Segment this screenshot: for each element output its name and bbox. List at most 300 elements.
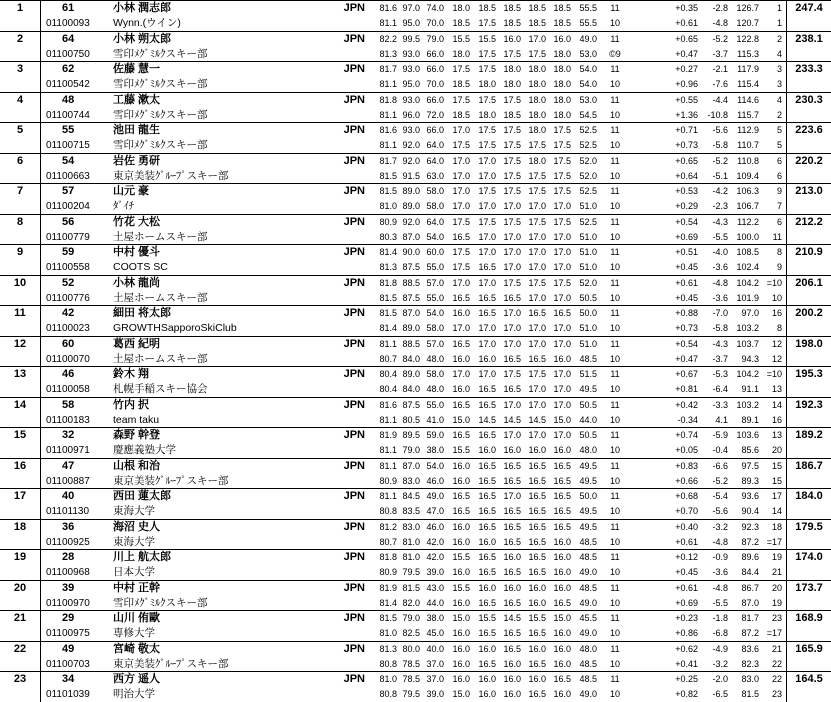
r2-round-points: 102.4 [736,262,759,272]
r1-speed: 80.9 [379,217,397,227]
bib-cell: 29 [62,612,75,624]
r2-wind: +0.29 [675,201,698,211]
r2-distance: 96.0 [402,110,420,120]
r1-round-points: 112.9 [737,125,759,135]
athlete-name: 小林 潤志郎 [113,2,172,14]
r1-j3: 17.0 [503,247,521,257]
r2-gate: 10 [609,18,620,28]
r1-j3: 16.5 [503,644,521,654]
fis-code: 01100975 [46,628,90,639]
r2-round-points: 103.2 [736,323,759,333]
r1-j3: 16.0 [503,583,521,593]
r1-wind: +0.61 [675,278,698,288]
total-points-cell: 192.3 [795,399,823,411]
r2-judge-points: 51.0 [579,232,597,242]
r1-wind: +0.53 [675,186,698,196]
table-row [0,671,831,702]
r2-distance: 83.0 [402,476,420,486]
r1-round-points: 104.2 [736,278,759,288]
r1-round-rank: =10 [766,369,782,379]
r1-j4: 17.5 [528,278,546,288]
r2-j5: 16.0 [553,689,571,699]
r1-wind: +0.25 [675,674,698,684]
r2-judge-points: 49.5 [579,476,597,486]
r2-speed: 80.7 [379,537,397,547]
r2-j2: 18.0 [478,79,496,89]
round-1-line [0,459,831,474]
r2-speed: 81.1 [379,140,397,150]
r1-round-rank: 16 [771,308,782,318]
r2-wind-points: -3.6 [712,262,728,272]
r2-j3: 18.5 [503,18,521,28]
r2-gate: 10 [609,598,620,608]
r2-dist-points: 54.0 [426,232,444,242]
table-row [0,244,831,275]
round-1-line [0,581,831,596]
r2-j1: 18.5 [452,79,470,89]
r1-j4: 16.5 [528,522,546,532]
r1-round-rank: 2 [776,34,782,44]
r2-speed: 81.0 [379,628,397,638]
r2-round-points: 100.0 [736,232,759,242]
r2-j4: 17.0 [528,384,546,394]
r1-j2: 16.0 [478,583,496,593]
r2-j5: 16.5 [553,598,571,608]
r2-dist-points: 39.0 [426,689,444,699]
r1-j4: 15.5 [528,613,546,623]
r1-round-rank: 14 [771,400,782,410]
rank-cell: 3 [16,63,24,75]
r1-gate-points [632,337,662,352]
r1-wind-points: -4.4 [712,95,728,105]
r1-judge-points: 51.5 [579,369,597,379]
athlete-name: 小林 朔太郎 [113,33,172,45]
r2-wind: +0.45 [675,293,698,303]
r1-round-points: 110.8 [737,156,759,166]
r1-wind-points: -0.9 [712,552,728,562]
r1-j2: 16.5 [478,308,496,318]
r1-wind: +0.54 [675,217,698,227]
r2-wind: +0.73 [675,323,698,333]
round-1-line [0,642,831,657]
r1-j4: 17.0 [528,430,546,440]
r2-dist-points: 70.0 [426,79,444,89]
total-points-cell: 168.9 [795,612,823,624]
r1-wind-points: -2.0 [712,674,728,684]
fis-code: 01100971 [46,445,90,456]
r2-judge-points: 49.0 [579,628,597,638]
table-row [0,458,831,489]
r1-round-points: 104.2 [736,369,759,379]
rank-cell: 16 [13,460,27,472]
r2-gate: 10 [609,110,620,120]
r2-j5: 18.0 [553,49,571,59]
rank-cell: 6 [16,155,24,167]
r2-j1: 15.5 [452,445,470,455]
r1-wind: +0.88 [675,308,698,318]
r1-dist-points: 60.0 [426,247,444,257]
rank-cell: 18 [13,521,27,533]
r2-gate-points [632,321,662,336]
fis-code: 01101130 [46,506,90,517]
r2-judge-points: 49.0 [579,567,597,577]
r2-j4: 17.5 [528,140,546,150]
r1-judge-points: 48.5 [579,674,597,684]
r2-wind: +0.45 [675,567,698,577]
r1-j3: 17.0 [503,339,521,349]
r2-j4: 16.5 [528,689,546,699]
nation-cell: JPN [343,612,365,624]
r1-j4: 18.0 [528,125,546,135]
r1-j1: 17.0 [452,125,470,135]
r2-dist-points: 48.0 [426,384,444,394]
r1-j2: 17.5 [478,217,496,227]
r2-gate-points [632,47,662,62]
r1-wind: +0.65 [675,34,698,44]
round-2-line [0,596,831,611]
round-2-line [0,352,831,367]
round-1-line [0,672,831,687]
r1-round-points: 83.0 [741,674,759,684]
r1-gate: 11 [610,674,620,684]
r1-j1: 16.5 [452,339,470,349]
nation-cell: JPN [343,33,365,45]
r2-wind-points: -6.8 [712,628,728,638]
r1-j5: 17.5 [553,278,571,288]
r2-j3: 18.5 [503,110,521,120]
total-points-cell: 195.3 [795,368,823,380]
r2-j1: 17.5 [452,140,470,150]
r2-j4: 16.0 [528,445,546,455]
r1-distance: 81.5 [402,583,420,593]
r2-gate-points [632,413,662,428]
nation-cell: JPN [343,2,365,14]
r2-wind-points: -3.2 [712,659,728,669]
r2-j5: 15.0 [553,415,571,425]
r1-j4: 16.0 [528,583,546,593]
r2-wind: +0.45 [675,262,698,272]
r1-round-rank: 21 [771,644,782,654]
r1-j5: 15.0 [553,613,571,623]
r1-j2: 16.0 [478,674,496,684]
r2-dist-points: 55.0 [426,262,444,272]
total-points-cell: 238.1 [795,33,823,45]
r2-dist-points: 66.0 [426,49,444,59]
r1-dist-points: 74.0 [426,3,444,13]
bib-cell: 64 [62,33,75,45]
r1-j5: 16.0 [553,552,571,562]
r2-round-rank: 14 [771,506,782,516]
rank-cell: 10 [13,277,27,289]
round-1-line [0,62,831,77]
r1-gate-points [632,581,662,596]
athlete-name: 小林 龍尚 [113,277,161,289]
r2-gate: 10 [609,293,620,303]
club-name: 雪印ﾒｸﾞﾐﾙｸスキー部 [113,109,208,121]
r2-gate-points [632,230,662,245]
r2-judge-points: 49.0 [579,598,597,608]
r1-gate: 11 [610,400,620,410]
table-row [0,336,831,367]
nation-cell: JPN [343,246,365,258]
r2-gate-points [632,108,662,123]
r2-wind: +1.36 [675,110,698,120]
r2-wind: +0.05 [675,445,698,455]
r2-wind: +0.81 [675,384,698,394]
r1-j1: 16.0 [452,308,470,318]
r1-gate-points [632,184,662,199]
r2-wind-points: -4.8 [712,537,728,547]
round-2-line [0,291,831,306]
round-2-line [0,413,831,428]
r1-dist-points: 79.0 [426,34,444,44]
r2-speed: 80.8 [379,689,397,699]
r1-judge-points: 49.0 [579,34,597,44]
r1-wind: +0.67 [675,369,698,379]
r1-judge-points: 52.0 [579,278,597,288]
r2-wind: +0.47 [675,354,698,364]
r2-judge-points: 48.5 [579,537,597,547]
r1-round-rank: 6 [776,156,782,166]
r2-speed: 80.9 [379,567,397,577]
r1-j1: 16.5 [452,491,470,501]
r2-gate: 10 [609,659,620,669]
r1-dist-points: 42.0 [426,552,444,562]
r1-j3: 17.0 [503,308,521,318]
athlete-name: 森野 幹登 [113,429,161,441]
r1-j5: 17.0 [553,369,571,379]
r1-j1: 16.5 [452,430,470,440]
r1-j5: 18.0 [553,64,571,74]
r1-round-points: 106.3 [736,186,759,196]
r1-distance: 87.0 [402,461,420,471]
r2-j5: 17.0 [553,201,571,211]
r2-j2: 17.0 [478,201,496,211]
r2-wind-points: -3.6 [712,567,728,577]
r1-round-points: 122.8 [736,34,759,44]
r1-gate-points [632,520,662,535]
bib-cell: 32 [62,429,75,441]
total-points-cell: 189.2 [795,429,823,441]
r1-round-points: 97.5 [741,461,759,471]
r1-distance: 92.0 [402,217,420,227]
r1-gate: 11 [610,491,620,501]
r1-j5: 17.5 [553,125,571,135]
r2-j1: 17.0 [452,323,470,333]
r2-j2: 16.5 [478,293,496,303]
round-2-line [0,687,831,702]
athlete-name: 西田 蓮太郎 [113,490,172,502]
r2-j2: 16.5 [478,506,496,516]
r2-j3: 18.0 [503,79,521,89]
r2-speed: 81.1 [379,79,397,89]
r2-judge-points: 48.5 [579,354,597,364]
r1-wind-points: -5.3 [712,369,728,379]
club-name: 雪印ﾒｸﾞﾐﾙｸスキー部 [113,48,208,60]
r2-distance: 91.5 [402,171,420,181]
r2-j5: 16.0 [553,567,571,577]
r2-j5: 17.0 [553,232,571,242]
r1-speed: 81.1 [379,491,397,501]
r2-gate: 10 [609,79,620,89]
table-row [0,488,831,519]
r2-wind-points: -6.5 [712,689,728,699]
r1-speed: 81.8 [379,95,397,105]
round-1-line [0,184,831,199]
nation-cell: JPN [343,399,365,411]
r1-judge-points: 50.0 [579,491,597,501]
r1-dist-points: 64.0 [426,217,444,227]
r2-wind-points: -6.4 [712,384,728,394]
nation-cell: JPN [343,673,365,685]
r1-j3: 17.0 [503,430,521,440]
r2-gate: 10 [609,140,620,150]
r2-j2: 18.0 [478,110,496,120]
r2-round-points: 94.3 [741,354,759,364]
r1-j1: 15.0 [452,613,470,623]
nation-cell: JPN [343,338,365,350]
r2-j2: 16.0 [478,537,496,547]
r1-round-points: 103.7 [736,339,759,349]
r1-distance: 83.0 [402,522,420,532]
r2-j5: 17.0 [553,384,571,394]
r2-judge-points: 54.5 [579,110,597,120]
r2-wind: -0.34 [677,415,698,425]
round-2-line [0,504,831,519]
r2-judge-points: 52.5 [579,140,597,150]
r1-dist-points: 58.0 [426,369,444,379]
r1-distance: 89.0 [402,186,420,196]
r2-gate: 10 [609,201,620,211]
fis-code: 01100093 [46,18,90,29]
r2-distance: 84.0 [402,384,420,394]
r1-distance: 93.0 [402,125,420,135]
r2-round-rank: 13 [771,384,782,394]
r1-distance: 97.0 [402,3,420,13]
r1-j4: 16.5 [528,491,546,501]
r2-speed: 80.3 [379,232,397,242]
r1-j5: 18.5 [553,3,571,13]
r2-dist-points: 48.0 [426,354,444,364]
r2-wind: +0.73 [675,140,698,150]
r2-speed: 80.7 [379,354,397,364]
r1-round-rank: 4 [776,95,782,105]
r2-j5: 17.0 [553,323,571,333]
r2-round-points: 90.4 [741,506,759,516]
r2-round-rank: 1 [776,18,782,28]
round-1-line [0,245,831,260]
round-1-line [0,367,831,382]
r2-speed: 81.1 [379,18,397,28]
r1-dist-points: 46.0 [426,522,444,532]
r2-distance: 79.5 [402,567,420,577]
club-name: 土屋ホームスキー部 [113,231,208,243]
round-1-line [0,93,831,108]
r1-judge-points: 48.0 [579,644,597,654]
r2-distance: 87.5 [402,293,420,303]
r1-judge-points: 50.5 [579,430,597,440]
rank-cell: 1 [16,2,24,14]
athlete-name: 池田 龍生 [113,124,161,136]
nation-cell: JPN [343,551,365,563]
r1-dist-points: 57.0 [426,339,444,349]
r2-dist-points: 64.0 [426,140,444,150]
r2-j1: 15.0 [452,689,470,699]
r1-j1: 17.5 [452,64,470,74]
r1-gate-points [632,245,662,260]
r2-j1: 16.5 [452,232,470,242]
r2-j2: 17.0 [478,323,496,333]
r1-j5: 16.0 [553,34,571,44]
r2-gate: 10 [609,476,620,486]
r2-judge-points: 49.5 [579,506,597,516]
bib-cell: 48 [62,94,75,106]
r1-distance: 89.5 [402,430,420,440]
r1-round-points: 83.6 [741,644,759,654]
r2-speed: 80.9 [379,476,397,486]
club-name: GROWTHSapporoSkiClub [113,322,237,334]
round-2-line [0,169,831,184]
r2-gate-points [632,626,662,641]
club-name: 土屋ホームスキー部 [113,353,208,365]
r2-dist-points: 55.0 [426,293,444,303]
r1-gate-points [632,672,662,687]
bib-cell: 52 [62,277,75,289]
club-name: 東海大学 [113,505,155,517]
r1-distance: 84.5 [402,491,420,501]
r2-j4: 16.5 [528,476,546,486]
r1-j3: 17.5 [503,125,521,135]
r1-j4: 18.5 [528,3,546,13]
r2-wind: +0.41 [675,659,698,669]
r1-j1: 16.0 [452,522,470,532]
r1-j3: 17.5 [503,217,521,227]
r2-j2: 17.0 [478,232,496,242]
bib-cell: 58 [62,399,75,411]
r1-j4: 16.0 [528,644,546,654]
club-name: 明治大学 [113,688,155,700]
r1-j5: 17.5 [553,186,571,196]
r1-dist-points: 59.0 [426,430,444,440]
table-row [0,610,831,641]
r1-wind: +0.61 [675,583,698,593]
r2-wind-points: -5.2 [712,476,728,486]
r2-j2: 16.0 [478,445,496,455]
r2-wind-points: -3.7 [712,354,728,364]
r2-gate: 10 [609,628,620,638]
r2-j2: 16.5 [478,384,496,394]
r1-j5: 16.5 [553,308,571,318]
r2-wind-points: -10.8 [707,110,728,120]
club-name: Wynn.(ウイン) [113,17,181,29]
r1-wind: +0.23 [675,613,698,623]
r1-distance: 81.0 [402,552,420,562]
r1-j5: 16.5 [553,674,571,684]
r2-distance: 82.5 [402,628,420,638]
r1-j2: 17.0 [478,247,496,257]
table-row [0,580,831,611]
r2-judge-points: 52.0 [579,171,597,181]
rank-cell: 17 [13,490,27,502]
r1-wind: +0.51 [675,247,698,257]
r1-j3: 18.0 [503,64,521,74]
r2-j5: 16.0 [553,445,571,455]
rank-cell: 19 [13,551,27,563]
r1-round-rank: 13 [771,430,782,440]
bib-cell: 55 [62,124,75,136]
nation-cell: JPN [343,582,365,594]
r2-gate-points [632,474,662,489]
